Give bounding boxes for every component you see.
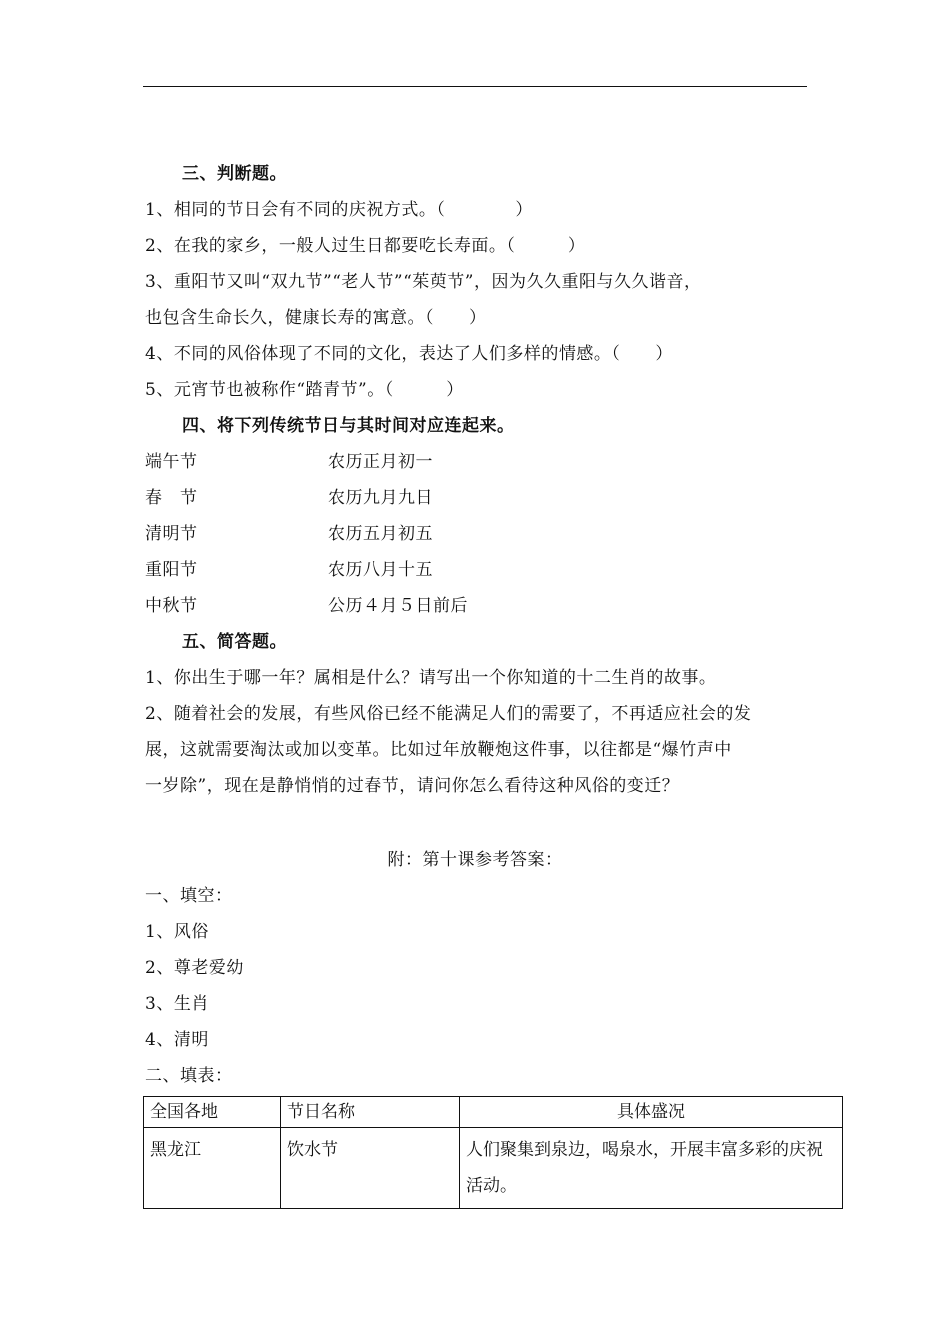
festival-date: 农历正月初一: [328, 452, 433, 472]
short-answer-question-2: 2、随着社会的发展，有些风俗已经不能满足人们的需要了，不再适应社会的发: [145, 704, 752, 724]
judgement-item-4: 4、不同的风俗体现了不同的文化，表达了人们多样的情感。（ ）: [145, 344, 673, 364]
answers-part1-heading: 一、填空：: [145, 886, 233, 906]
table-cell: 饮水节: [281, 1128, 460, 1209]
festival-date: 农历五月初五: [328, 524, 433, 544]
answers-part2-heading: 二、填表：: [145, 1066, 233, 1086]
header-rule: [143, 86, 807, 87]
festival-date: 公历４月５日前后: [328, 596, 468, 616]
matching-row: [145, 486, 433, 510]
festival-name: 春 节: [145, 488, 198, 508]
matching-row: [145, 450, 433, 474]
festival-date: 农历八月十五: [328, 560, 433, 580]
judgement-item-3: 3、重阳节又叫“双九节”“老人节”“茱萸节”，因为久久重阳与久久谐音，: [145, 272, 702, 292]
short-answer-question-1: 1、你出生于哪一年？属相是什么？请写出一个你知道的十二生肖的故事。: [145, 668, 717, 688]
festival-name: 端午节: [145, 452, 198, 472]
section4-heading: 四、将下列传统节日与其时间对应连起来。: [182, 416, 515, 436]
festival-name: 清明节: [145, 524, 198, 544]
section5-heading: 五、简答题。: [182, 632, 287, 652]
table-cell: 黑龙江: [144, 1128, 281, 1209]
appendix-title: 附：第十课参考答案：: [387, 850, 563, 870]
judgement-item-5: 5、元宵节也被称作“踏青节”。（ ）: [145, 380, 464, 400]
answer-item: 1、风俗: [145, 922, 209, 942]
festival-date: 农历九月九日: [328, 488, 433, 508]
table-row: [144, 1128, 843, 1209]
matching-row: [145, 558, 433, 582]
answer-item: 2、尊老爱幼: [145, 958, 244, 978]
table-header-cell: 具体盛况: [460, 1097, 843, 1128]
festival-answer-table: [143, 1096, 843, 1209]
table-cell: 人们聚集到泉边，喝泉水，开展丰富多彩的庆祝活动。: [460, 1128, 843, 1209]
table-header-cell: 节日名称: [281, 1097, 460, 1128]
short-answer-question-2-cont: 展，这就需要淘汰或加以变革。比如过年放鞭炮这件事，以往都是“爆竹声中: [145, 740, 732, 760]
table-header-cell: 全国各地: [144, 1097, 281, 1128]
judgement-item-1: 1、相同的节日会有不同的庆祝方式。（ ）: [145, 200, 533, 220]
section3-heading: 三、判断题。: [182, 164, 287, 184]
answer-item: 4、清明: [145, 1030, 209, 1050]
festival-name: 中秋节: [145, 596, 198, 616]
festival-name: 重阳节: [145, 560, 198, 580]
judgement-item-2: 2、在我的家乡，一般人过生日都要吃长寿面。（ ）: [145, 236, 586, 256]
answer-item: 3、生肖: [145, 994, 209, 1014]
matching-row: [145, 594, 468, 618]
table-header-row: [144, 1097, 843, 1128]
short-answer-question-2-cont: 一岁除”，现在是静悄悄的过春节，请问你怎么看待这种风俗的变迁？: [145, 776, 680, 796]
judgement-item-3-cont: 也包含生命长久，健康长寿的寓意。（ ）: [145, 308, 487, 328]
matching-row: [145, 522, 433, 546]
